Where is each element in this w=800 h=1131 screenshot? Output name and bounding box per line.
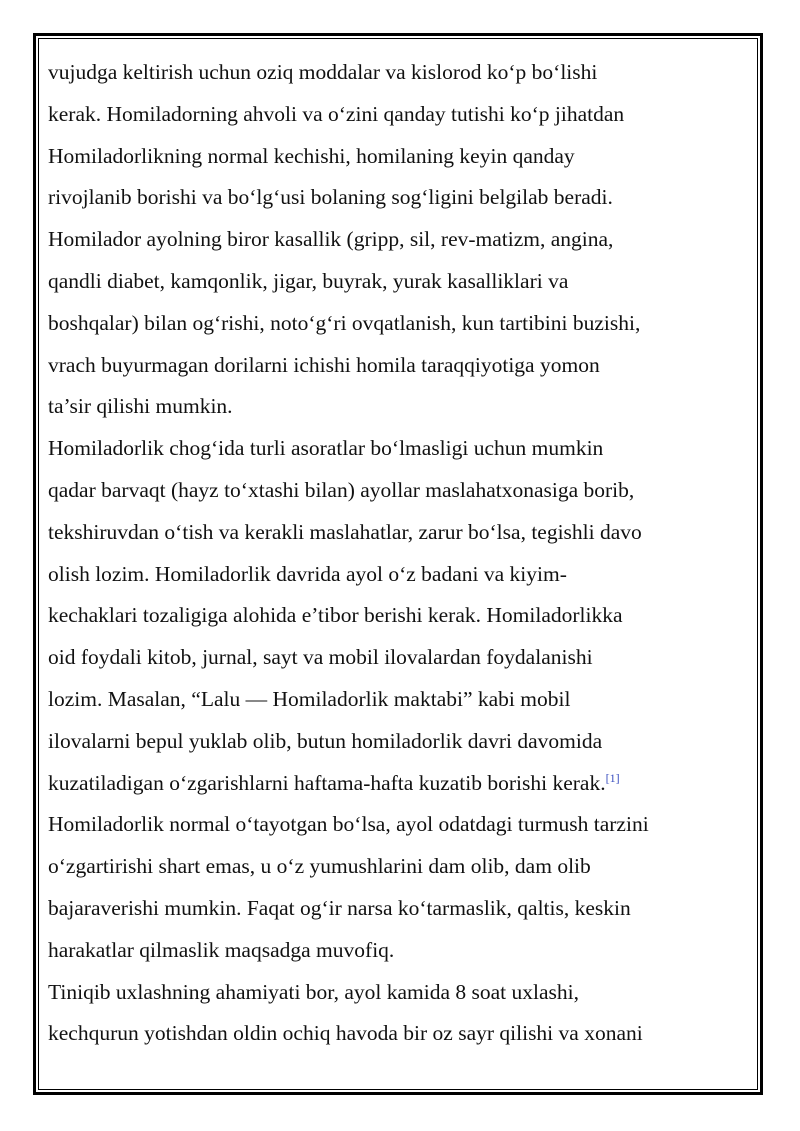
- text-line: Homilador ayolning biror kasallik (gripp, sil, rev-matizm, angina,: [48, 227, 614, 252]
- text-line: oid foydali kitob, jurnal, sayt va mobil ilovalardan foydalanishi: [48, 645, 593, 670]
- text-line: Homiladorlik normal oʻtayotgan boʻlsa, ayol odatdagi turmush tarzini: [48, 812, 649, 837]
- text-line: qadar barvaqt (hayz toʻxtashi bilan) ayollar maslahatxonasiga borib,: [48, 477, 635, 502]
- text-line: vrach buyurmagan dorilarni ichishi homila taraqqiyotiga yomon: [48, 352, 600, 377]
- footnote-link[interactable]: [1]: [605, 770, 620, 785]
- text-line-with-footnote: [48, 763, 748, 805]
- text-line: kechqurun yotishdan oldin ochiq havoda bir oz sayr qilishi va xonani: [48, 1021, 643, 1046]
- text-line: ta’sir qilishi mumkin.: [48, 394, 233, 419]
- text-line: boshqalar) bilan ogʻrishi, notoʻgʻri ovqatlanish, kun tartibini buzishi,: [48, 310, 641, 335]
- document-body: [48, 52, 748, 1055]
- text-line: Homiladorlik chogʻida turli asoratlar boʻlmasligi uchun mumkin: [48, 436, 604, 461]
- text-line: Homiladorlikning normal kechishi, homilaning keyin qanday: [48, 143, 575, 168]
- text-line: harakatlar qilmaslik maqsadga muvofiq.: [48, 937, 395, 962]
- text-line-content: kuzatiladigan oʻzgarishlarni haftama-hafta kuzatib borishi kerak.: [48, 770, 606, 795]
- text-line: lozim. Masalan, “Lalu — Homiladorlik maktabi” kabi mobil: [48, 686, 571, 711]
- text-line: olish lozim. Homiladorlik davrida ayol oʻz badani va kiyim-: [48, 561, 567, 586]
- text-line: rivojlanib borishi va boʻlgʻusi bolaning sogʻligini belgilab beradi.: [48, 185, 613, 210]
- text-line: kechaklari tozaligiga alohida e’tibor berishi kerak. Homiladorlikka: [48, 603, 623, 628]
- text-line: oʻzgartirishi shart emas, u oʻz yumushlarini dam olib, dam olib: [48, 854, 591, 879]
- text-line: kerak. Homiladorning ahvoli va oʻzini qanday tutishi koʻp jihatdan: [48, 101, 625, 126]
- text-line: Tiniqib uxlashning ahamiyati bor, ayol kamida 8 soat uxlashi,: [48, 979, 580, 1004]
- text-line: tekshiruvdan oʻtish va kerakli maslahatlar, zarur boʻlsa, tegishli davo: [48, 519, 642, 544]
- text-line: ilovalarni bepul yuklab olib, butun homiladorlik davri davomida: [48, 728, 603, 753]
- text-line: vujudga keltirish uchun oziq moddalar va kislorod koʻp boʻlishi: [48, 60, 598, 84]
- text-line: bajaraverishi mumkin. Faqat ogʻir narsa koʻtarmaslik, qaltis, keskin: [48, 895, 631, 920]
- text-line: qandli diabet, kamqonlik, jigar, buyrak, yurak kasalliklari va: [48, 268, 569, 293]
